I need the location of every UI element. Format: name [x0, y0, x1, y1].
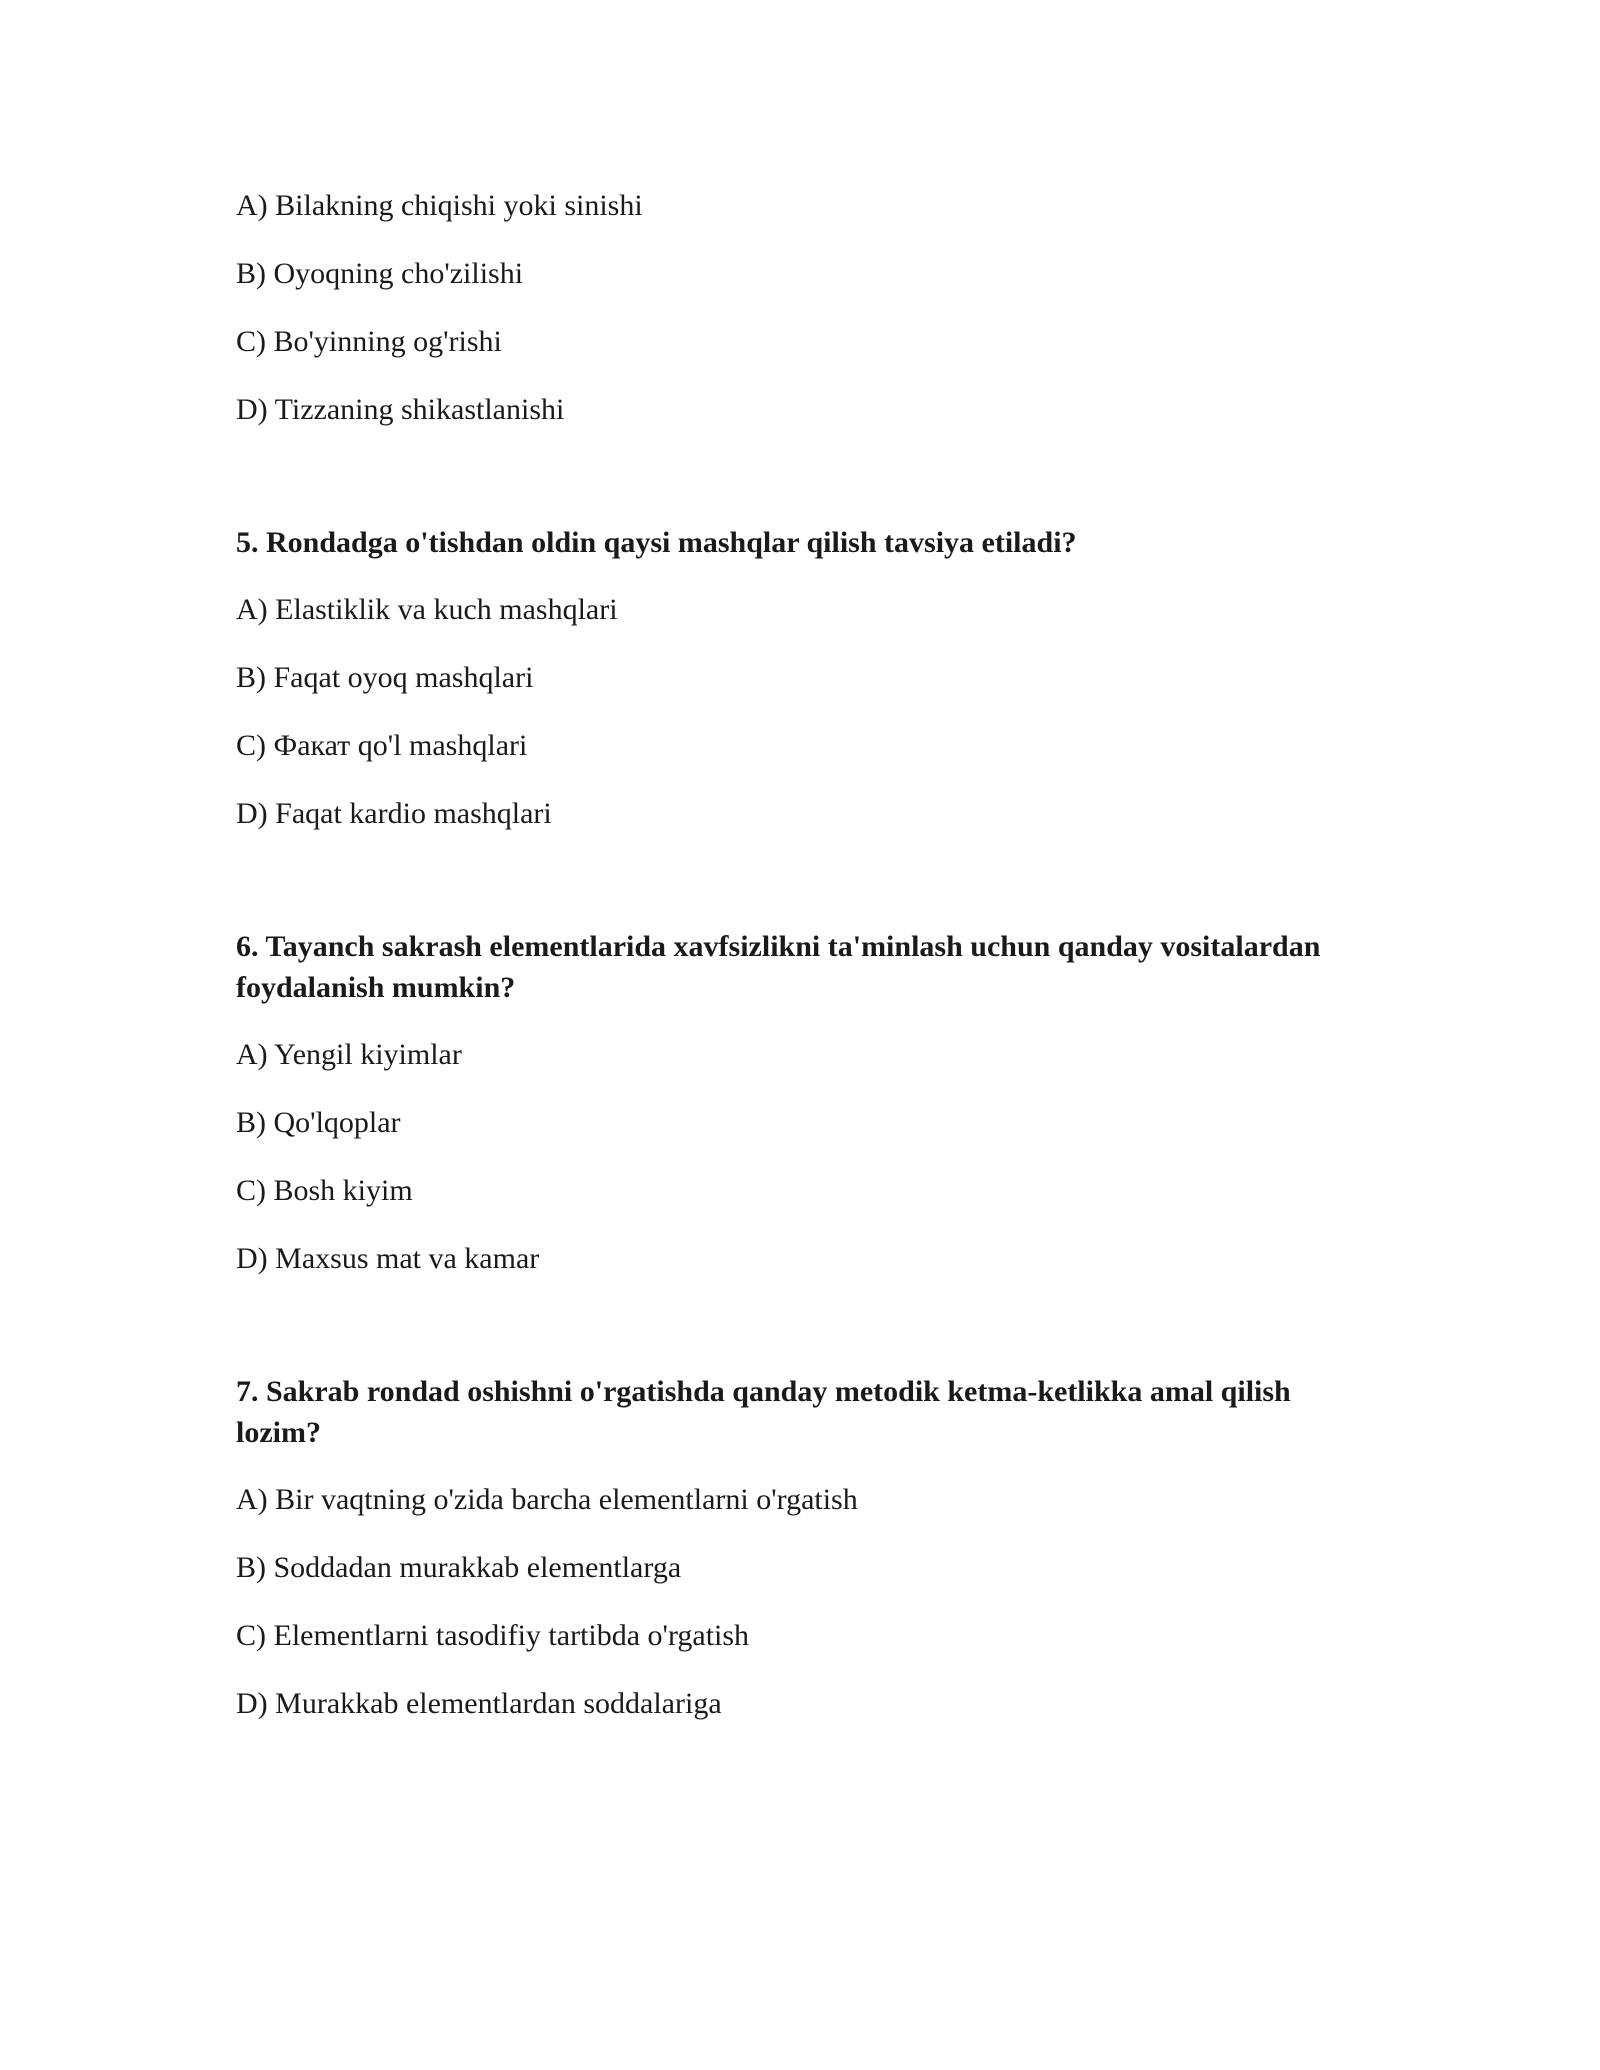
spacer [236, 458, 1376, 522]
question-5-text: 5. Rondadga o'tishdan oldin qaysi mashqlar qilish tavsiya etiladi? [236, 526, 1077, 559]
spacer [236, 862, 1376, 926]
q5-option-c: C) Факат qo'l mashqlari [236, 729, 528, 762]
q4-options [236, 186, 1376, 430]
q7-option-a: A) Bir vaqtning o'zida barcha elementlarni o'rgatish [236, 1483, 858, 1516]
question-7 [236, 1371, 1376, 1724]
q4-option-b: B) Oyoqning cho'zilishi [236, 257, 524, 290]
q6-option-d: D) Maxsus mat va kamar [236, 1242, 540, 1275]
q6-option-c: C) Bosh kiyim [236, 1174, 413, 1207]
q5-option-d: D) Faqat kardio mashqlari [236, 797, 552, 830]
q6-option-b: B) Qo'lqoplar [236, 1106, 401, 1139]
q5-option-b: B) Faqat oyoq mashqlari [236, 661, 534, 694]
quiz-content [236, 186, 1376, 1752]
q7-option-c: C) Elementlarni tasodifiy tartibda o'rgatish [236, 1619, 750, 1652]
question-6 [236, 926, 1376, 1279]
question-5 [236, 522, 1376, 834]
q4-option-a: A) Bilakning chiqishi yoki sinishi [236, 189, 643, 222]
q7-option-b: B) Soddadan murakkab elementlarga [236, 1551, 682, 1584]
q6-option-a: A) Yengil kiyimlar [236, 1038, 462, 1071]
question-7-text: 7. Sakrab rondad oshishni o'rgatishda qanday metodik ketma-ketlikka amal qilish lozim? [236, 1375, 1291, 1449]
q4-option-c: C) Bo'yinning og'rishi [236, 325, 502, 358]
q4-option-d: D) Tizzaning shikastlanishi [236, 393, 565, 426]
q7-option-d: D) Murakkab elementlardan soddalariga [236, 1687, 722, 1720]
question-6-text: 6. Tayanch sakrash elementlarida xavfsizlikni ta'minlash uchun qanday vositalardan foydalanish mumkin? [236, 930, 1321, 1004]
spacer [236, 1307, 1376, 1371]
q5-option-a: A) Elastiklik va kuch mashqlari [236, 593, 618, 626]
